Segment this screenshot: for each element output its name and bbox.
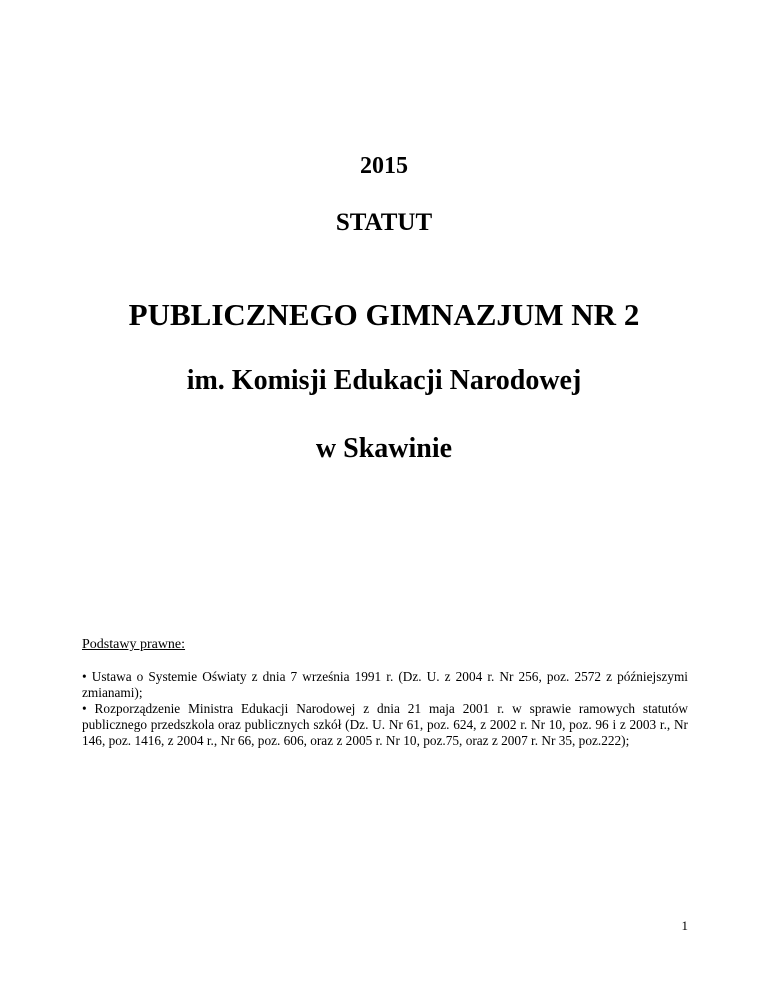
legal-basis-item: • Rozporządzenie Ministra Edukacji Narodowej z dnia 21 maja 2001 r. w sprawie ramowych statutów publicznego przedszkola oraz publicznych szkół (Dz. U. Nr 61, poz. 624, z 2002 r. Nr 10, poz. 96 i z 2003 r., Nr 146, poz. 1416, z 2004 r., Nr 66, poz. 606, oraz z 2005 r. Nr 10, poz.75, oraz z 2007 r. Nr 35, poz.222); <box>82 701 688 748</box>
school-location-heading: w Skawinie <box>315 433 453 464</box>
school-patron-heading: im. Komisji Edukacji Narodowej <box>186 365 582 396</box>
legal-basis-item: • Ustawa o Systemie Oświaty z dnia 7 września 1991 r. (Dz. U. z 2004 r. Nr 256, poz. 2572 z późniejszymi zmianami); <box>82 669 688 700</box>
document-type-heading: STATUT <box>335 209 433 236</box>
legal-basis-heading: Podstawy prawne: <box>82 637 186 652</box>
school-name-heading: PUBLICZNEGO GIMNAZJUM NR 2 <box>128 297 640 332</box>
legal-basis-list <box>82 669 688 749</box>
page-number: 1 <box>681 918 688 933</box>
document-year: 2015 <box>360 153 408 179</box>
